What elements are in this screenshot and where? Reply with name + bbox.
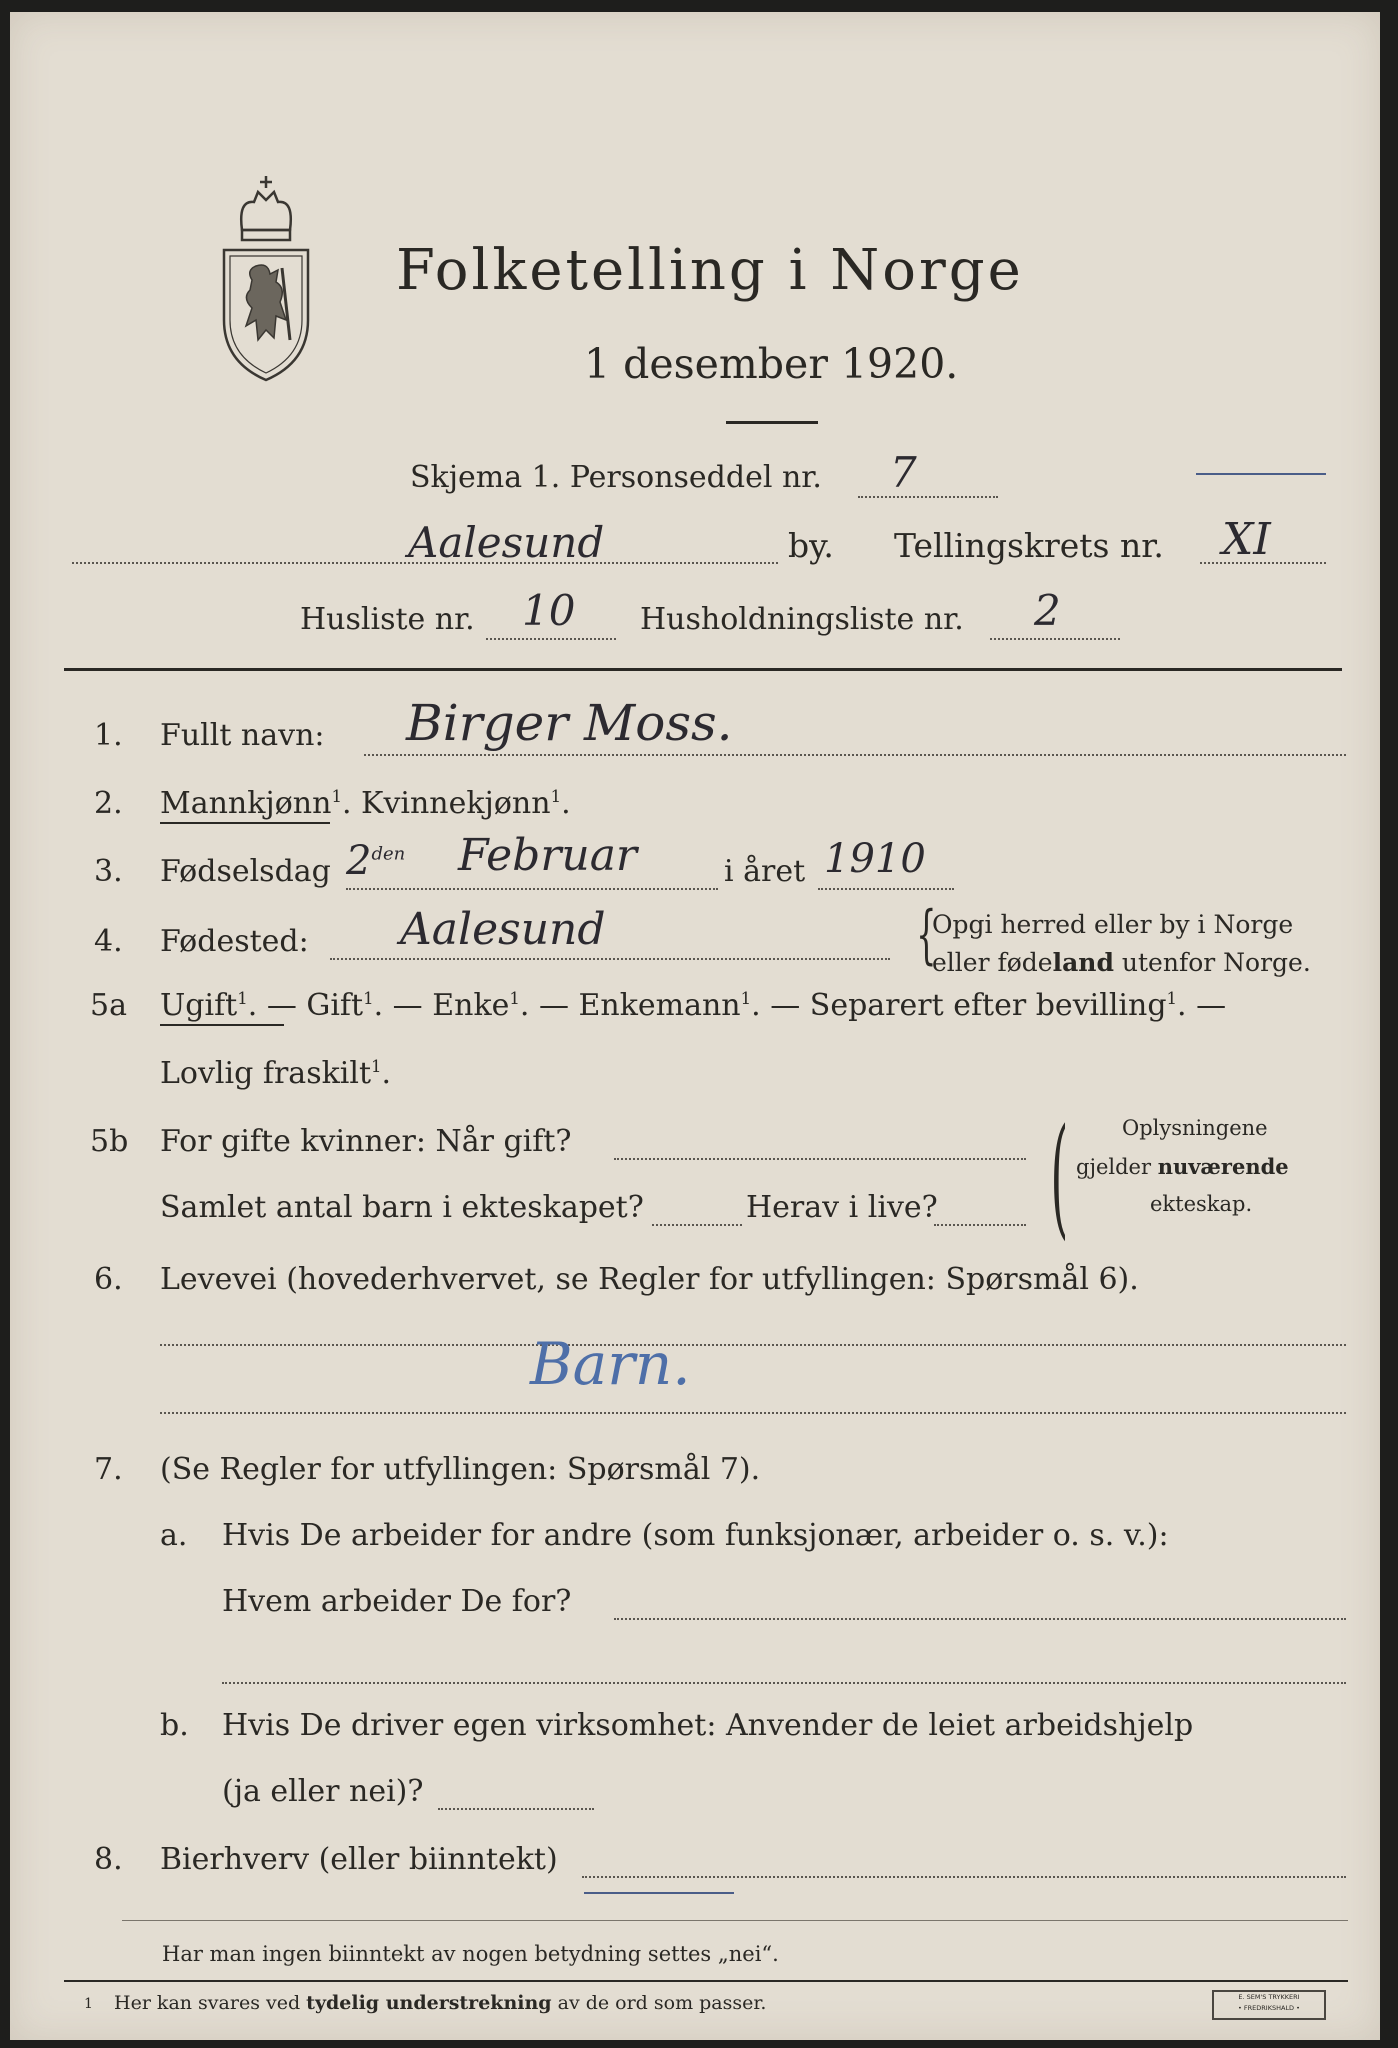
q5a-underline [160, 1024, 284, 1026]
q3-day[interactable]: $2^{den}$ [346, 838, 406, 884]
census-form [10, 12, 1380, 2040]
q6-line-1 [160, 1344, 1346, 1346]
q3-number: 3. [94, 854, 123, 889]
q5b-line-2 [652, 1224, 742, 1226]
q7a-label: Hvis De arbeider for andre (som funksjonær, arbeider o. s. v.): [222, 1518, 1169, 1553]
q8-handwritten-dash [584, 1892, 734, 1894]
q6-label: Levevei (hovederhvervet, se Regler for utfyllingen: Spørsmål 6). [160, 1262, 1139, 1297]
footnote-divider [64, 1980, 1348, 1982]
q6-value[interactable]: Barn. [530, 1330, 691, 1398]
q5a-enkemann[interactable]: Enkemann [578, 988, 741, 1023]
printer-stamp: E. SEM'S TRYKKERI • FREDRIKSHALD • [1212, 1990, 1326, 2020]
by-value[interactable]: Aalesund [408, 518, 605, 567]
q5a-options: Ugift$^1$. — Gift$^1$. — Enke$^1$. — Enkemann$^1$. — Separert efter bevilling$^1$. — [160, 988, 1227, 1023]
q5b-line-3 [934, 1224, 1026, 1226]
q8-label: Bierhverv (eller biinntekt) [160, 1842, 558, 1877]
q2-underline [160, 822, 330, 824]
q5b-note-2: gjelder nuværende [1076, 1154, 1289, 1179]
coat-of-arms-icon [216, 170, 316, 386]
q8-line [582, 1876, 1346, 1878]
q7b-label-2: (ja eller nei)? [222, 1774, 424, 1809]
header-divider [64, 668, 1342, 671]
skjema-line [858, 496, 998, 498]
q3-year[interactable]: 1910 [824, 836, 926, 882]
q7a-label-2: Hvem arbeider De for? [222, 1584, 572, 1619]
footnote-number: 1 [84, 1996, 93, 2012]
q5b-label-2: Samlet antal barn i ekteskapet? [160, 1190, 644, 1225]
q5a-number: 5a [90, 988, 127, 1023]
q2-number: 2. [94, 786, 123, 821]
by-label: by. [788, 526, 834, 565]
q7a-number: a. [160, 1518, 188, 1553]
husliste-line [486, 638, 616, 640]
q4-line [330, 958, 890, 960]
husliste-label: Husliste nr. [300, 602, 475, 637]
census-date: 1 desember 1920. [584, 340, 959, 388]
q7b-line [438, 1808, 594, 1810]
q1-label: Fullt navn: [160, 718, 325, 753]
q3-month[interactable]: Februar [458, 830, 637, 881]
q5a-options-2: Lovlig fraskilt$^1$. [160, 1056, 392, 1091]
q3-year-line [818, 888, 954, 890]
q6-line-2 [160, 1412, 1346, 1414]
skjema-extra-line [1196, 473, 1326, 475]
footer-note: Har man ingen biinntekt av nogen betydning settes „nei“. [162, 1942, 779, 1966]
skjema-label: Skjema 1. Personseddel nr. [410, 460, 822, 495]
q5b-note-1: Oplysningene [1122, 1116, 1268, 1140]
q7b-number: b. [160, 1708, 189, 1743]
husholdning-label: Husholdningsliste nr. [640, 602, 964, 637]
q5b-brace: ( [1050, 1100, 1069, 1252]
footer-divider [122, 1920, 1348, 1921]
skjema-value[interactable]: 7 [890, 448, 917, 497]
q4-brace: { [916, 898, 937, 972]
q7a-line-2 [222, 1682, 1346, 1684]
q4-note-2: eller fødeland utenfor Norge. [932, 948, 1311, 977]
q7-label: (Se Regler for utfyllingen: Spørsmål 7). [160, 1452, 761, 1487]
title-divider [726, 421, 818, 424]
q3-label: Fødselsdag [160, 854, 331, 889]
q5a-ugift[interactable]: Ugift [160, 988, 238, 1023]
q8-number: 8. [94, 1842, 123, 1877]
q3-year-label: i året [724, 854, 806, 889]
q5a-separert[interactable]: Separert efter bevilling [809, 988, 1167, 1023]
husholdning-line [990, 638, 1120, 640]
q5b-note-3: ekteskap. [1150, 1192, 1253, 1216]
page-title: Folketelling i Norge [396, 238, 1024, 303]
q4-label: Fødested: [160, 924, 309, 959]
q5b-line-1 [614, 1158, 1026, 1160]
tellingskrets-label: Tellingskrets nr. [894, 526, 1164, 565]
q5a-gift[interactable]: Gift [306, 988, 364, 1023]
q3-day-line [346, 888, 718, 890]
q5a-fraskilt[interactable]: Lovlig fraskilt [160, 1056, 372, 1091]
q1-line [364, 754, 1346, 756]
q5b-number: 5b [90, 1124, 129, 1159]
q4-number: 4. [94, 924, 123, 959]
tellingskrets-value[interactable]: XI [1222, 514, 1271, 565]
q7a-line-1 [614, 1618, 1346, 1620]
q7-number: 7. [94, 1452, 123, 1487]
q4-note-1: Opgi herred eller by i Norge [932, 910, 1294, 939]
footnote-text: Her kan svares ved tydelig understrekning av de ord som passer. [114, 1992, 767, 2014]
husholdning-value[interactable]: 2 [1034, 586, 1061, 635]
q7b-label: Hvis De driver egen virksomhet: Anvender de leiet arbeidshjelp [222, 1708, 1194, 1743]
q4-value[interactable]: Aalesund [400, 904, 606, 955]
q5a-enke[interactable]: Enke [432, 988, 510, 1023]
q5b-label-3: Herav i live? [746, 1190, 938, 1225]
q2-mann[interactable]: Mannkjønn [160, 786, 332, 821]
husliste-value[interactable]: 10 [522, 586, 576, 635]
q2-kvinne[interactable]: Kvinnekjønn [361, 786, 551, 821]
q2-options: Mannkjønn$^1$. Kvinnekjønn$^1$. [160, 786, 571, 821]
q5b-label-1: For gifte kvinner: Når gift? [160, 1124, 572, 1159]
q1-number: 1. [94, 718, 123, 753]
q1-value[interactable]: Birger Moss. [406, 694, 733, 752]
q6-number: 6. [94, 1262, 123, 1297]
